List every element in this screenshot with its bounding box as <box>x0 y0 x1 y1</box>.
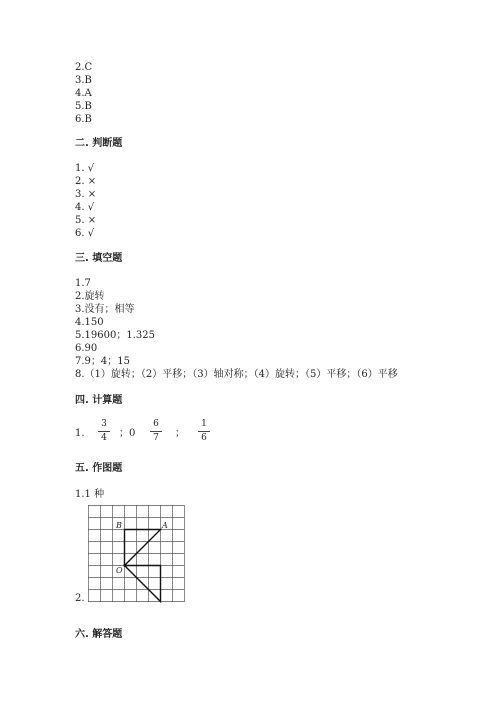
choice-answer: 5.B <box>75 101 92 112</box>
judgment-answer: 5. × <box>75 215 97 226</box>
calc-separator: ； <box>175 428 185 439</box>
fraction-bar <box>150 431 162 432</box>
fraction-bar <box>198 431 210 432</box>
fill-answer: 5.19600；1.325 <box>75 330 155 341</box>
section-title-judgment: 二. 判断题 <box>75 138 123 149</box>
fill-answer: 3.没有；相等 <box>75 304 135 315</box>
fill-answer: 8.（1）旋转；（2）平移；（3）轴对称；（4）旋转；（5）平移；（6）平移 <box>75 369 398 380</box>
section-title-fill-blank: 三. 填空题 <box>75 253 123 264</box>
judgment-answer: 3. × <box>75 189 97 200</box>
judgment-answer: 6. √ <box>75 228 95 239</box>
drawing-grid-figure <box>88 505 188 615</box>
judgment-answer: 2. × <box>75 176 97 187</box>
calc-separator: ；0 <box>119 428 136 439</box>
fraction-numerator: 6 <box>153 419 159 429</box>
choice-answer: 3.B <box>75 75 92 86</box>
section-title-drawing: 五. 作图题 <box>75 463 123 474</box>
rotated-triangle <box>125 566 161 602</box>
fraction-denominator: 7 <box>153 433 159 443</box>
fraction-3-4 <box>98 419 110 444</box>
fill-answer: 4.150 <box>75 317 104 328</box>
section-title-calculation: 四. 计算题 <box>75 395 123 406</box>
choice-answer: 4.A <box>75 88 92 99</box>
fraction-denominator: 6 <box>201 433 207 443</box>
fraction-numerator: 1 <box>201 419 207 429</box>
drawing-answer-1: 1.1 种 <box>75 489 105 500</box>
fraction-denominator: 4 <box>101 433 107 443</box>
fill-answer: 1.7 <box>75 278 91 289</box>
section-title-solution: 六. 解答题 <box>75 629 123 640</box>
fraction-1-6 <box>198 419 210 444</box>
fraction-numerator: 3 <box>101 419 107 429</box>
point-label-a: A <box>162 521 168 530</box>
fill-answer: 6.90 <box>75 343 98 354</box>
fill-answer: 2.旋转 <box>75 291 105 302</box>
fill-answer: 7.9；4；15 <box>75 356 130 367</box>
choice-answer: 2.C <box>75 62 93 73</box>
original-triangle <box>125 530 161 566</box>
judgment-answer: 1. √ <box>75 163 95 174</box>
fraction-6-7 <box>150 419 162 444</box>
drawing-answer-2: 2. <box>75 593 85 604</box>
choice-answer: 6.B <box>75 114 92 125</box>
judgment-answer: 4. √ <box>75 202 95 213</box>
calc-item-number: 1. <box>75 428 85 439</box>
point-label-o: O <box>116 566 123 575</box>
point-label-b: B <box>116 521 122 530</box>
fraction-bar <box>98 431 110 432</box>
